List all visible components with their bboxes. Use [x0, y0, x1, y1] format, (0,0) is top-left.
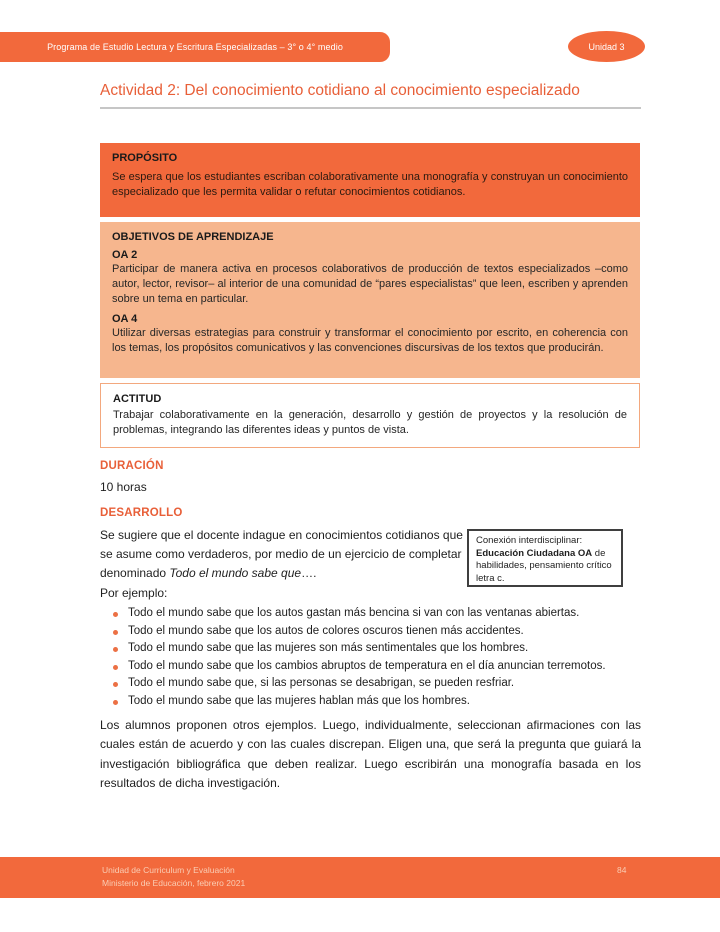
- note-body: [476, 548, 614, 586]
- oa-list: [112, 249, 628, 356]
- oa-label: OA 4: [112, 312, 138, 325]
- example-text: Todo el mundo sabe que los cambios abruptos de temperatura en el día anuncian terremotos.: [128, 659, 606, 672]
- header-band-label: Programa de Estudio Lectura y Escritura Especializadas – 3° o 4° medio: [47, 42, 343, 52]
- note-bold-subject: Educación Ciudadana OA: [476, 547, 593, 559]
- closing-paragraph: Los alumnos proponen otros ejemplos. Luego, individualmente, seleccionan afirmaciones con las cuales están de acuerdo y con las cuales discrepan. Eligen una, que será la pregunta que guiará la investigación bibliográfica que deben realizar. Luego escribirán una monografía basada en los resultados de dicha investigación.: [100, 718, 641, 790]
- footer-organization: [102, 864, 245, 890]
- proposito-heading: PROPÓSITO: [112, 152, 178, 164]
- oa-item: [112, 313, 628, 356]
- header-band: [0, 32, 390, 62]
- duracion-heading: DURACIÓN: [100, 460, 164, 472]
- bullet-icon: [113, 700, 118, 705]
- objetivos-box: [100, 222, 640, 378]
- intro-ellipsis: ….: [301, 566, 317, 580]
- bullet-icon: [113, 630, 118, 635]
- oa-text: Participar de manera activa en procesos colaborativos de producción de textos especializados –como autor, lector, revisor– al interior de una comunidad de “pares especialistas” que leen, escriben y aprenden sobre un tema en particular.: [112, 263, 628, 305]
- bullet-icon: [113, 612, 118, 617]
- desarrollo-intro: [100, 526, 472, 583]
- desarrollo-heading: DESARROLLO: [100, 507, 183, 519]
- interdisciplinary-note-box: [467, 529, 623, 587]
- bullet-icon: [113, 647, 118, 652]
- objetivos-heading: OBJETIVOS DE APRENDIZAJE: [112, 231, 274, 243]
- footer-line2: Ministerio de Educación, febrero 2021: [102, 878, 246, 889]
- example-list-item: [100, 623, 645, 641]
- example-list-item: [100, 605, 645, 623]
- example-text: Todo el mundo sabe que los autos de colores oscuros tienen más accidentes.: [128, 624, 524, 637]
- example-list-item: [100, 640, 645, 658]
- oa-label: OA 2: [112, 249, 138, 261]
- example-list-item: [100, 658, 645, 676]
- example-text: Todo el mundo sabe que, si las personas se desabrigan, se pueden resfriar.: [128, 677, 515, 690]
- duracion-value: 10 horas: [100, 480, 147, 494]
- intro-italic-phrase: Todo el mundo sabe que: [169, 566, 302, 580]
- unit-badge: Unidad 3: [568, 31, 645, 62]
- actitud-heading: ACTITUD: [113, 393, 162, 405]
- oa-item: [112, 249, 628, 307]
- bullet-icon: [113, 665, 118, 670]
- footer-bar: [0, 857, 720, 898]
- note-rest: de habilidades, pensamiento crítico letra c.: [476, 547, 612, 584]
- actitud-body: Trabajar colaborativamente en la generación, desarrollo y gestión de proyectos y la resolución de problemas, integrando las diferentes ideas y puntos de vista.: [113, 409, 627, 436]
- footer-line1: Unidad de Curriculum y Evaluación: [102, 865, 235, 875]
- page-number: 84: [617, 865, 627, 875]
- proposito-body: Se espera que los estudiantes escriban colaborativamente una monografía y construyan un conocimiento especializado que les permita validar o refutar conocimientos cotidianos.: [112, 171, 628, 198]
- example-text: Todo el mundo sabe que las mujeres son más sentimentales que los hombres.: [128, 642, 529, 655]
- oa-text: Utilizar diversas estrategias para construir y transformar el conocimiento por escrito, en coherencia con los temas, los propósitos comunicativos y las convenciones discursivas de los textos que producirán.: [112, 326, 628, 354]
- example-list-item: [100, 693, 645, 711]
- intro-text: Se sugiere que el docente indague en conocimientos cotidianos que se asume como verdaderos, por medio de un ejercicio de completar denominado: [100, 528, 463, 580]
- page-title: Actividad 2: Del conocimiento cotidiano al conocimiento especializado: [100, 82, 641, 109]
- examples-list: [100, 605, 645, 711]
- bullet-icon: [113, 682, 118, 687]
- example-text: Todo el mundo sabe que las mujeres hablan más que los hombres.: [128, 694, 471, 707]
- por-ejemplo-label: Por ejemplo:: [100, 586, 168, 600]
- example-list-item: [100, 675, 645, 693]
- proposito-box: [100, 143, 640, 217]
- actitud-box: [100, 383, 640, 448]
- note-title: Conexión interdisciplinar:: [476, 535, 583, 546]
- example-text: Todo el mundo sabe que los autos gastan más bencina si van con las ventanas abiertas.: [128, 607, 580, 619]
